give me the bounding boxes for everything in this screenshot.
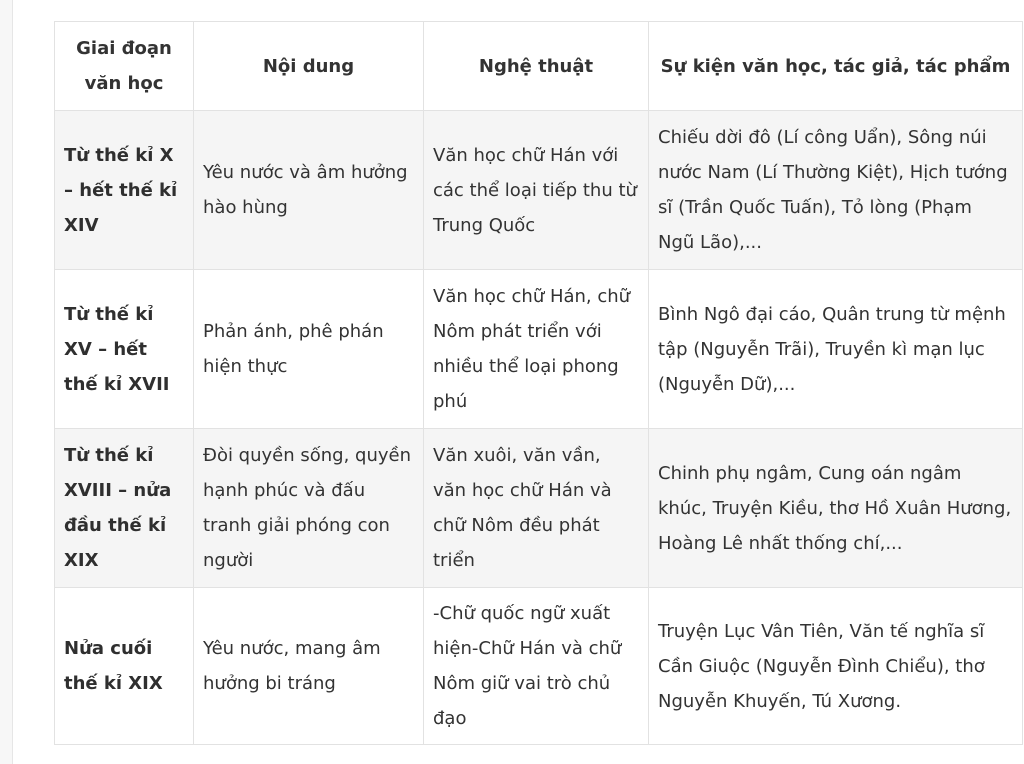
cell-stage: Từ thế kỉ XV – hết thế kỉ XVII: [55, 270, 194, 429]
cell-stage: Nửa cuối thế kỉ XIX: [55, 588, 194, 745]
cell-art: Văn học chữ Hán với các thể loại tiếp thu từ Trung Quốc: [424, 111, 649, 270]
cell-art: Văn xuôi, văn vần, văn học chữ Hán và chữ Nôm đều phát triển: [424, 429, 649, 588]
cell-art: -Chữ quốc ngữ xuất hiện-Chữ Hán và chữ Nôm giữ vai trò chủ đạo: [424, 588, 649, 745]
cell-stage: Từ thế kỉ X – hết thế kỉ XIV: [55, 111, 194, 270]
table-header-row: [55, 22, 1023, 111]
table-row: [55, 111, 1023, 270]
literature-periods-table: [54, 21, 1023, 745]
cell-events: Chiếu dời đô (Lí công Uẩn), Sông núi nước Nam (Lí Thường Kiệt), Hịch tướng sĩ (Trần Quốc Tuấn), Tỏ lòng (Phạm Ngũ Lão),...: [649, 111, 1023, 270]
cell-events: Bình Ngô đại cáo, Quân trung từ mệnh tập (Nguyễn Trãi), Truyền kì mạn lục (Nguyễn Dữ),...: [649, 270, 1023, 429]
cell-content: Phản ánh, phê phán hiện thực: [194, 270, 424, 429]
table-row: [55, 588, 1023, 745]
cell-events: Chinh phụ ngâm, Cung oán ngâm khúc, Truyện Kiều, thơ Hồ Xuân Hương, Hoàng Lê nhất thống chí,...: [649, 429, 1023, 588]
header-stage: Giai đoạn văn học: [55, 22, 194, 111]
header-content: Nội dung: [194, 22, 424, 111]
cell-content: Yêu nước, mang âm hưởng bi tráng: [194, 588, 424, 745]
table-row: [55, 270, 1023, 429]
table-row: [55, 429, 1023, 588]
cell-art: Văn học chữ Hán, chữ Nôm phát triển với nhiều thể loại phong phú: [424, 270, 649, 429]
cell-content: Yêu nước và âm hưởng hào hùng: [194, 111, 424, 270]
cell-events: Truyện Lục Vân Tiên, Văn tế nghĩa sĩ Cần Giuộc (Nguyễn Đình Chiểu), thơ Nguyễn Khuyến, Tú Xương.: [649, 588, 1023, 745]
cell-stage: Từ thế kỉ XVIII – nửa đầu thế kỉ XIX: [55, 429, 194, 588]
header-events: Sự kiện văn học, tác giả, tác phẩm: [649, 22, 1023, 111]
cell-content: Đòi quyền sống, quyền hạnh phúc và đấu tranh giải phóng con người: [194, 429, 424, 588]
header-art: Nghệ thuật: [424, 22, 649, 111]
